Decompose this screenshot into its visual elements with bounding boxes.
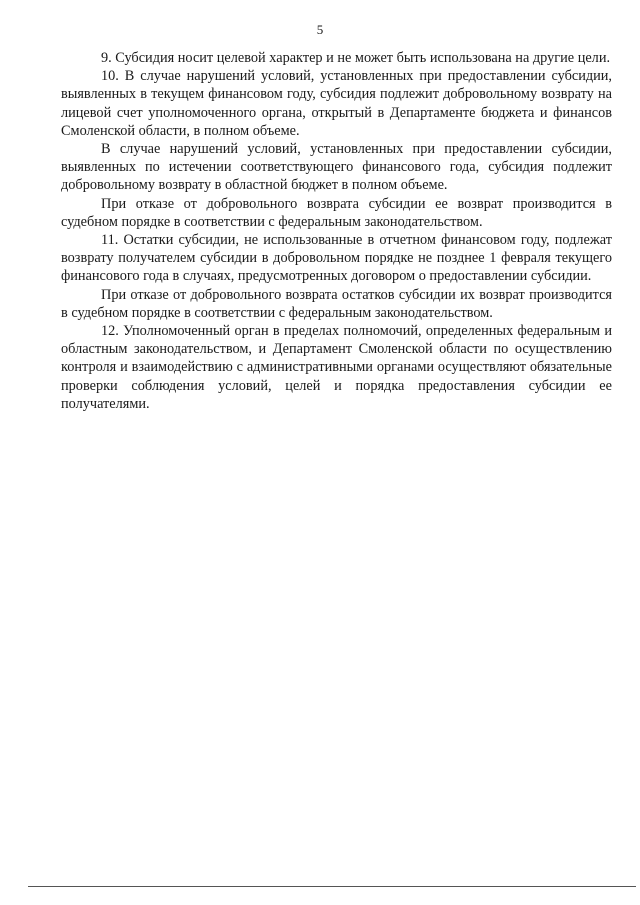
paragraph-11-refusal: При отказе от добровольного возврата остатков субсидии их возврат производится в судебном порядке в соответствии с федеральным законодательством. [61,286,612,321]
document-body [61,49,612,413]
paragraph-9: 9. Субсидия носит целевой характер и не может быть использована на другие цели. [101,50,611,66]
paragraph-10: 10. В случае нарушений условий, установленных при предоставлении субсидии, выявленных в текущем финансовом году, субсидия подлежит добровольному возврату на лицевой счет уполномоченного органа, открытый в Департаменте бюджета и финансов Смоленской области, в полном объеме. [61,68,612,139]
paragraph-11: 11. Остатки субсидии, не использованные в отчетном финансовом году, подлежат возврату получателем субсидии в добровольном порядке не позднее 1 февраля текущего финансового года в случаях, предусмотренных договором о предоставлении субсидии. [61,232,612,285]
paragraph-10-refusal: При отказе от добровольного возврата субсидии ее возврат производится в судебном порядке в соответствии с федеральным законодательством. [61,195,612,230]
bottom-rule [28,886,636,887]
paragraph-10-overdue: В случае нарушений условий, установленных при предоставлении субсидии, выявленных по истечении соответствующего финансового года, субсидия подлежит добровольному возврату в областной бюджет в полном объеме. [61,141,612,194]
page-number: 5 [316,22,324,37]
paragraph-12: 12. Уполномоченный орган в пределах полномочий, определенных федеральным и областным законодательством, и Департамент Смоленской области по осуществлению контроля и взаимодействию с административными органами осуществляют обязательные проверки соблюдения условий, целей и порядка предоставления субсидии ее получателями. [61,323,612,412]
